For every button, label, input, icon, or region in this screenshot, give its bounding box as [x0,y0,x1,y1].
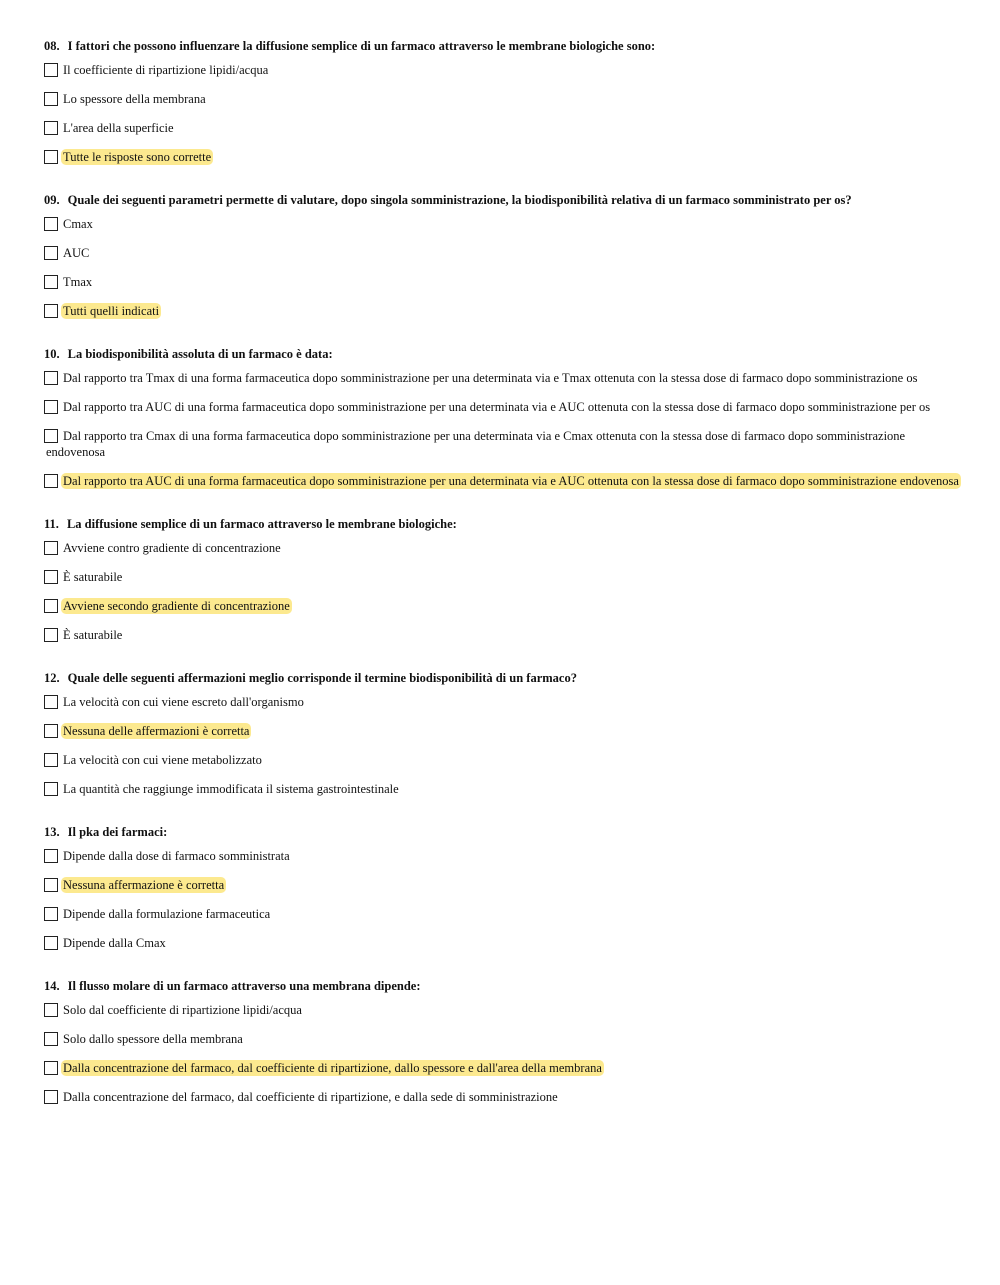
answer-option[interactable] [44,1002,964,1018]
option-text: È saturabile [63,570,123,584]
answer-option[interactable] [44,428,964,460]
question-title [44,824,964,840]
question-13 [44,824,964,951]
answer-option[interactable] [44,781,964,797]
question-08 [44,38,964,165]
option-text-highlighted: Tutte le risposte sono corrette [63,150,212,164]
question-text: La diffusione semplice di un farmaco attraverso le membrane biologiche: [66,517,457,531]
checkbox[interactable] [44,1032,58,1046]
question-title [44,192,964,208]
option-text-highlighted: Nessuna affermazione è corretta [63,878,225,892]
checkbox[interactable] [44,541,58,555]
checkbox[interactable] [44,92,58,106]
checkbox[interactable] [44,878,58,892]
answer-option[interactable] [44,569,964,585]
option-text: È saturabile [63,628,123,642]
option-text: Dipende dalla dose di farmaco somministrata [63,849,290,863]
checkbox[interactable] [44,849,58,863]
answer-option-correct[interactable] [44,1060,964,1076]
option-text: Lo spessore della membrana [63,92,206,106]
checkbox[interactable] [44,570,58,584]
checkbox[interactable] [44,121,58,135]
checkbox[interactable] [44,246,58,260]
question-number: 14. [44,979,60,993]
checkbox[interactable] [44,371,58,385]
question-number: 10. [44,347,60,361]
answer-option[interactable] [44,1031,964,1047]
quiz-page [44,38,964,1132]
option-text: Il coefficiente di ripartizione lipidi/acqua [63,63,269,77]
checkbox[interactable] [44,724,58,738]
answer-option[interactable] [44,694,964,710]
question-10 [44,346,964,489]
checkbox[interactable] [44,782,58,796]
question-number: 13. [44,825,60,839]
answer-option[interactable] [44,752,964,768]
question-text: La biodisponibilità assoluta di un farmaco è data: [67,347,333,361]
answer-option[interactable] [44,935,964,951]
option-text-highlighted: Avviene secondo gradiente di concentrazione [63,599,290,613]
question-text: Il flusso molare di un farmaco attraverso una membrana dipende: [67,979,421,993]
checkbox[interactable] [44,907,58,921]
option-text: Tmax [63,275,93,289]
checkbox[interactable] [44,150,58,164]
answer-option[interactable] [44,399,964,415]
answer-option-correct[interactable] [44,473,964,489]
answer-option[interactable] [44,274,964,290]
option-text: Cmax [63,217,93,231]
option-text: AUC [63,246,90,260]
checkbox[interactable] [44,63,58,77]
question-text: Quale delle seguenti affermazioni meglio corrisponde il termine biodisponibilità di un farmaco? [67,671,577,685]
answer-option-correct[interactable] [44,598,964,614]
answer-option[interactable] [44,245,964,261]
option-text-highlighted: Tutti quelli indicati [63,304,160,318]
answer-option-correct[interactable] [44,149,964,165]
option-text-highlighted: Dalla concentrazione del farmaco, dal coefficiente di ripartizione, dallo spessore e dall'area della membrana [63,1061,602,1075]
checkbox[interactable] [44,753,58,767]
option-text: La velocità con cui viene metabolizzato [63,753,262,767]
option-text-highlighted: Nessuna delle affermazioni è corretta [63,724,250,738]
answer-option[interactable] [44,627,964,643]
option-text: Dalla concentrazione del farmaco, dal coefficiente di ripartizione, e dalla sede di somministrazione [63,1090,558,1104]
checkbox[interactable] [44,628,58,642]
question-title [44,670,964,686]
option-text: L'area della superficie [63,121,174,135]
answer-option[interactable] [44,848,964,864]
checkbox[interactable] [44,599,58,613]
checkbox[interactable] [44,1061,58,1075]
answer-option[interactable] [44,906,964,922]
option-text: Dipende dalla formulazione farmaceutica [63,907,271,921]
question-14 [44,978,964,1105]
question-text: Il pka dei farmaci: [67,825,168,839]
question-number: 09. [44,193,60,207]
checkbox[interactable] [44,936,58,950]
option-text: La velocità con cui viene escreto dall'organismo [63,695,304,709]
option-text: Avviene contro gradiente di concentrazione [63,541,281,555]
checkbox[interactable] [44,400,58,414]
checkbox[interactable] [44,695,58,709]
question-09 [44,192,964,319]
option-text: Dipende dalla Cmax [63,936,166,950]
answer-option-correct[interactable] [44,303,964,319]
option-text: Solo dal coefficiente di ripartizione lipidi/acqua [63,1003,302,1017]
question-number: 08. [44,39,60,53]
question-title [44,978,964,994]
option-text-highlighted: Dal rapporto tra AUC di una forma farmaceutica dopo somministrazione per una determinata via e AUC ottenuta con la stessa dose di farmaco dopo somministrazione endovenosa [63,474,959,488]
question-11 [44,516,964,643]
question-title [44,38,964,54]
answer-option[interactable] [44,370,964,386]
question-number: 12. [44,671,60,685]
question-text: Quale dei seguenti parametri permette di valutare, dopo singola somministrazione, la biodisponibilità relativa di un farmaco somministrato per os? [67,193,852,207]
answer-option[interactable] [44,540,964,556]
checkbox[interactable] [44,1090,58,1104]
answer-option[interactable] [44,120,964,136]
option-text: Dal rapporto tra Cmax di una forma farmaceutica dopo somministrazione per una determinata via e Cmax ottenuta con la stessa dose di farmaco dopo somministrazione endovenosa [46,429,906,459]
answer-option-correct[interactable] [44,877,964,893]
checkbox[interactable] [44,1003,58,1017]
option-text: La quantità che raggiunge immodificata il sistema gastrointestinale [63,782,399,796]
answer-option[interactable] [44,1089,964,1105]
question-title [44,346,964,362]
answer-option[interactable] [44,216,964,232]
checkbox[interactable] [44,304,58,318]
checkbox[interactable] [44,217,58,231]
question-12 [44,670,964,797]
answer-option-correct[interactable] [44,723,964,739]
answer-option[interactable] [44,62,964,78]
question-text: I fattori che possono influenzare la diffusione semplice di un farmaco attraverso le membrane biologiche sono: [67,39,656,53]
question-title [44,516,964,532]
option-text: Dal rapporto tra Tmax di una forma farmaceutica dopo somministrazione per una determinata via e Tmax ottenuta con la stessa dose di farmaco dopo somministrazione os [63,371,918,385]
question-number: 11. [44,517,59,531]
answer-option[interactable] [44,91,964,107]
checkbox[interactable] [44,429,58,443]
checkbox[interactable] [44,275,58,289]
checkbox[interactable] [44,474,58,488]
option-text: Dal rapporto tra AUC di una forma farmaceutica dopo somministrazione per una determinata via e AUC ottenuta con la stessa dose di farmaco dopo somministrazione per os [63,400,931,414]
option-text: Solo dallo spessore della membrana [63,1032,243,1046]
